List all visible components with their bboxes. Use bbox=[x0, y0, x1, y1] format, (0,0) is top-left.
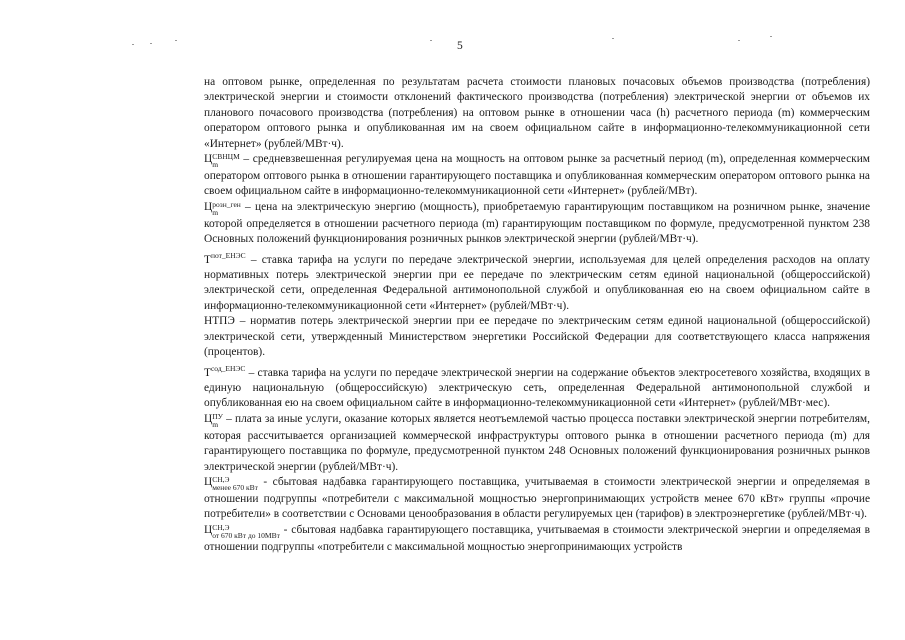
formula-symbol: Ц СН,Э менее 670 кВт bbox=[204, 474, 258, 492]
paragraph-text: – ставка тарифа на услуги по передаче электрической энергии на содержание объектов электросетевого хозяйства, входящих в единую национальную (общероссийскую) электрическую сеть, определенная Федеральной антимонопольной службой и опубликованная ею на своем официальном сайте в информационно-телекоммуникационной сети «Интернет» (рублей/МВт·мес). bbox=[204, 366, 870, 410]
formula-superscript: СВНЦМ bbox=[212, 152, 240, 162]
definition-paragraph bbox=[204, 200, 870, 248]
definition-paragraph bbox=[204, 75, 870, 152]
formula-subscript: m bbox=[212, 160, 219, 170]
scan-speck bbox=[150, 43, 152, 44]
formula-symbol: Ц розн_ген m bbox=[204, 199, 241, 217]
scan-speck bbox=[738, 40, 740, 41]
paragraph-text: – средневзвешенная регулируемая цена на мощность на оптовом рынке за расчетный период (m), определенная коммерческим оператором оптового рынка в отношении гарантирующего поставщика и опубликованная коммерческим оператором оптового рынка на своем официальном сайте в информационно-телекоммуникационной сети «Интернет» (рублей/МВт). bbox=[204, 153, 870, 198]
definition-paragraph bbox=[204, 523, 870, 555]
formula-superscript: ПУ bbox=[212, 411, 223, 421]
definition-paragraph bbox=[204, 361, 870, 412]
scan-speck bbox=[612, 38, 614, 39]
definition-paragraph bbox=[204, 475, 870, 523]
scan-speck bbox=[770, 36, 772, 37]
scan-speck bbox=[430, 40, 432, 41]
page-number: 5 bbox=[457, 40, 463, 52]
scan-speck bbox=[132, 44, 134, 45]
paragraph-text: – норматив потерь электрической энергии при ее передаче по электрическим сетям единой национальной (общероссийской) электрической сети, утвержденный Министерством энергетики Российской Федерации для соответствующего класса напряжения (процентов). bbox=[204, 315, 870, 359]
paragraph-text: – ставка тарифа на услуги по передаче электрической энергии, используемая для целей определения расходов на оплату нормативных потерь электрической энергии при ее передаче по электрическим сетям единой национальной (общероссийской) электрической сети, определенная Федеральной антимонопольной службой и опубликованная ею на своем официальном сайте в информационно-телекоммуникационной сети «Интернет» (рублей/МВт·ч). bbox=[204, 253, 870, 312]
formula-superscript: СН,Э bbox=[212, 474, 230, 484]
formula-subscript: m bbox=[212, 419, 219, 429]
definition-paragraph bbox=[204, 314, 870, 360]
paragraph-text: на оптовом рынке, определенная по результатам расчета стоимости плановых почасовых объемов производства (потребления) электрической энергии и стоимости отклонений фактического производства (потребления) электрической энергии от объемов их планового почасового производства (потребления) на оптовом рынке в отношении часа (h) расчетного периода (m) коммерческим оператором оптового рынка и опубликованная им на своем официальном сайте в информационно-телекоммуникационной сети «Интернет» (рублей/МВт·ч). bbox=[204, 76, 870, 150]
formula-symbol: $Т^{сод\_ЕНЭС}$ bbox=[204, 363, 246, 379]
document-body bbox=[204, 75, 870, 555]
definition-paragraph bbox=[204, 412, 870, 475]
definition-paragraph bbox=[204, 248, 870, 315]
formula-superscript: пот_ЕНЭС bbox=[210, 250, 246, 260]
formula-superscript: сод_ЕНЭС bbox=[210, 363, 246, 373]
formula-subscript: менее 670 кВт bbox=[212, 482, 258, 492]
formula-superscript: розн_ген bbox=[212, 199, 241, 209]
formula-subscript: m bbox=[212, 207, 219, 217]
formula-symbol: Ц ПУ m bbox=[204, 411, 223, 429]
paragraph-text: - сбытовая надбавка гарантирующего поставщика, учитываемая в стоимости электрической энергии и определяемая в отношении подгруппы «потребители с максимальной мощностью энергопринимающих устройств менее 670 кВт» группы «прочие потребители» в соответствии с Основами ценообразования в области регулируемых цен (тарифов) в электроэнергетике (рублей/МВт·ч). bbox=[204, 475, 870, 521]
formula-symbol: Ц СВНЦМ m bbox=[204, 152, 240, 170]
paragraph-text: - сбытовая надбавка гарантирующего поставщика, учитываемая в стоимости электрической энергии и определяемая в отношении подгруппы «потребители с максимальной мощностью энергопринимающих устройств bbox=[204, 523, 870, 553]
paragraph-text: – цена на электрическую энергию (мощность), приобретаемую гарантирующим поставщиком на розничном рынке, значение которой определяется в отношении расчетного периода (m) гарантирующим поставщиком по формуле, предусмотренной пунктом 238 Основных положений функционирования розничных рынков электрической энергии (рублей/МВт·ч). bbox=[204, 200, 870, 246]
formula-symbol: НТПЭ bbox=[204, 315, 235, 328]
scan-speck bbox=[175, 40, 177, 41]
formula-subscript: от 670 кВт до 10МВт bbox=[212, 530, 280, 540]
formula-symbol: Ц СН,Э от 670 кВт до 10МВт bbox=[204, 522, 280, 540]
paragraph-text: – плата за иные услуги, оказание которых является неотъемлемой частью процесса поставки электрической энергии потребителям, которая рассчитывается организацией коммерческой инфраструктуры оптового рынка в отношении расчетного периода (m) для гарантирующего поставщика по формуле, предусмотренной пунктом 248 Основных положений функционирования розничных рынков электрической энергии (рублей/МВт·ч). bbox=[204, 412, 870, 473]
formula-superscript: СН,Э bbox=[212, 522, 230, 532]
definition-paragraph bbox=[204, 152, 870, 200]
formula-symbol: $Т^{пот\_ЕНЭС}$ bbox=[204, 250, 246, 266]
